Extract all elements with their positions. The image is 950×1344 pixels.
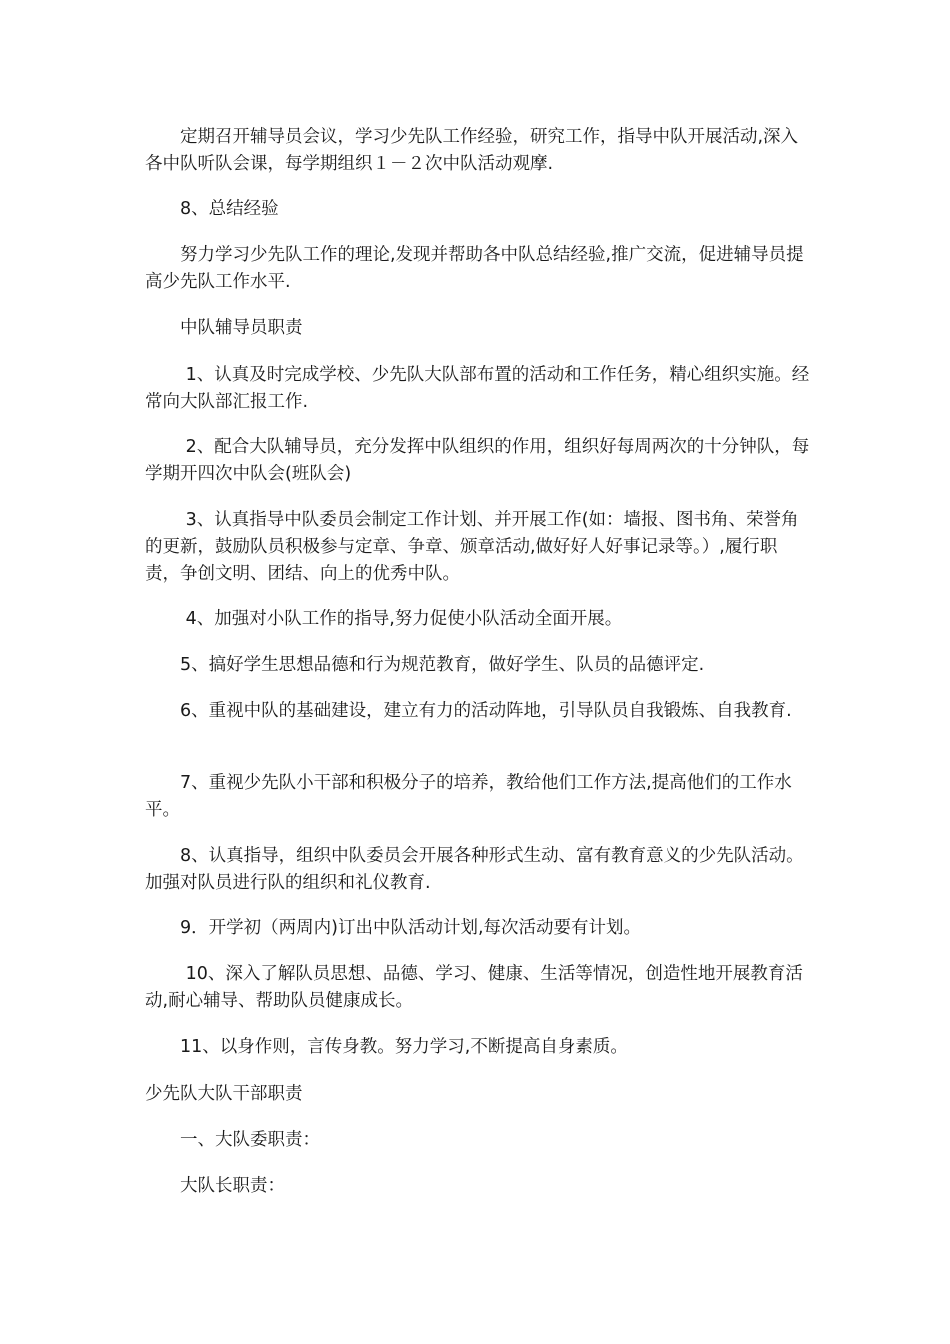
duty-item-11: 11、以身作则，言传身教。努力学习,不断提高自身素质。	[145, 1037, 628, 1057]
duty-item-8: 8、认真指导，组织中队委员会开展各种形式生动、富有教育意义的少先队活动。加强对队员进行队的组织和礼仪教育.	[145, 846, 804, 893]
duty-item-9: 9．开学初（两周内)订出中队活动计划,每次活动要有计划。	[145, 918, 642, 938]
duty-item-7: 7、重视少先队小干部和积极分子的培养，教给他们工作方法,提高他们的工作水平。	[145, 773, 792, 820]
duty-item-6: 6、重视中队的基础建设，建立有力的活动阵地，引导队员自我锻炼、自我教育.	[145, 701, 792, 721]
heading-squadron-counselor-duties: 中队辅导员职责	[145, 318, 303, 338]
duty-item-1: 1、认真及时完成学校、少先队大队部布置的活动和工作任务，精心组织实施。经常向大队部汇报工作.	[145, 365, 810, 412]
paragraph-summarize-experience: 努力学习少先队工作的理论,发现并帮助各中队总结经验,推广交流，促进辅导员提高少先队工作水平.	[145, 245, 804, 292]
duty-item-3: 3、认真指导中队委员会制定工作计划、并开展工作(如：墙报、图书角、荣誉角的更新，鼓励队员积极参与定章、争章、颁章活动,做好好人好事记录等。）,履行职责，争创文明、团结、向上的优秀中队。	[145, 510, 799, 584]
duty-item-10: 10、深入了解队员思想、品德、学习、健康、生活等情况，创造性地开展教育活动,耐心辅导、帮助队员健康成长。	[145, 964, 803, 1011]
duty-item-5: 5、搞好学生思想品德和行为规范教育，做好学生、队员的品德评定.	[145, 655, 705, 675]
heading-brigade-committee-duties: 一、大队委职责：	[145, 1130, 320, 1150]
duty-item-4: 4、加强对小队工作的指导,努力促使小队活动全面开展。	[145, 609, 623, 629]
duty-item-2: 2、配合大队辅导员，充分发挥中队组织的作用，组织好每周两次的十分钟队，每学期开四次中队会(班队会)	[145, 437, 810, 484]
heading-brigade-cadre-duties: 少先队大队干部职责	[145, 1084, 303, 1104]
paragraph-guidance-meeting: 定期召开辅导员会议，学习少先队工作经验，研究工作，指导中队开展活动,深入各中队听队会课，每学期组织１－２次中队活动观摩.	[145, 127, 799, 174]
heading-brigade-leader-duties: 大队长职责：	[145, 1176, 285, 1196]
heading-summarize-experience: 8、总结经验	[145, 199, 279, 219]
